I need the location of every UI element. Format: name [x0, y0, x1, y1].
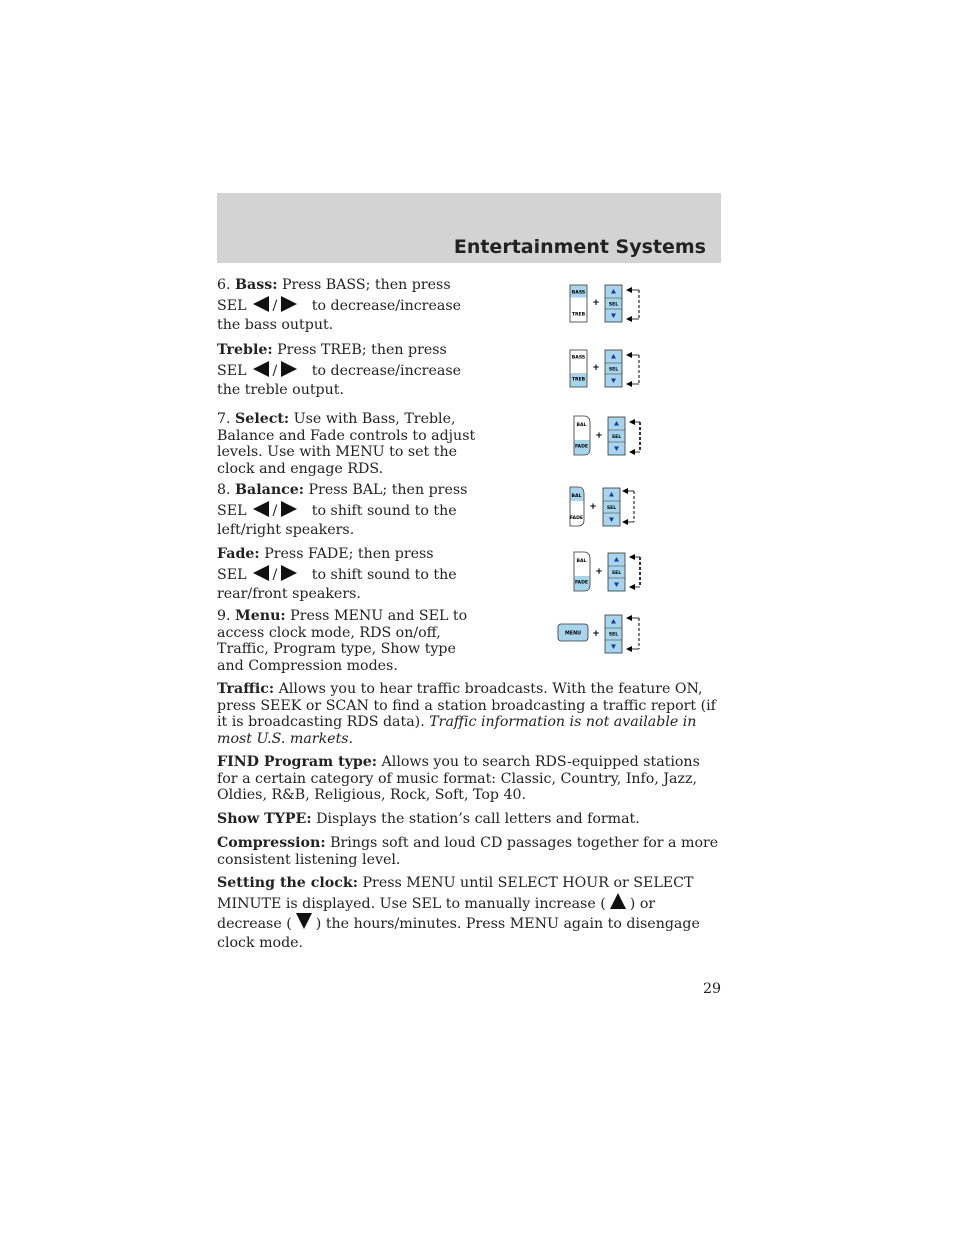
svg-text:SEL: SEL: [608, 632, 619, 638]
svg-text:+: +: [595, 567, 603, 577]
svg-text:+: +: [592, 363, 600, 373]
left-triangle-icon: [253, 501, 269, 517]
svg-text:MENU: MENU: [565, 631, 581, 637]
left-triangle-icon: [253, 565, 269, 581]
right-triangle-icon: [281, 361, 297, 377]
svg-text:TREB: TREB: [571, 312, 586, 318]
treble-paragraph: Treble: Press TREB; then press SEL / to decrease/increase the treble output.: [217, 342, 461, 398]
svg-text:+: +: [589, 502, 597, 512]
compression-paragraph: Compression: Brings soft and loud CD passages together for a more consistent listening level.: [217, 835, 719, 868]
svg-text:SEL: SEL: [608, 367, 619, 373]
fade-paragraph: Fade: Press FADE; then press SEL / to shift sound to the rear/front speakers.: [217, 546, 457, 602]
right-triangle-icon: [281, 501, 297, 517]
svg-text:TREB: TREB: [571, 377, 586, 383]
svg-text:BASS: BASS: [571, 290, 586, 296]
page-title: Entertainment Systems: [453, 236, 706, 258]
svg-text:+: +: [595, 431, 603, 441]
svg-text:BAL: BAL: [576, 423, 587, 428]
treble-button-diagram: [560, 347, 650, 391]
traffic-paragraph: Traffic: Allows you to hear traffic broadcasts. With the feature ON, press SEEK or SCAN to find a station broadcasting a traffic report (if it is broadcasting RDS data). Traffic information is not available in most U.S. markets.: [217, 681, 716, 747]
svg-text:FADE: FADE: [574, 444, 589, 450]
right-triangle-icon: [281, 296, 297, 312]
svg-text:+: +: [592, 298, 600, 308]
fade-button-diagram: [564, 549, 654, 595]
svg-text:SEL: SEL: [611, 435, 622, 440]
menu-paragraph: 9. Menu: Press MENU and SEL to access clock mode, RDS on/off, Traffic, Program type, Show type and Compression modes.: [217, 608, 468, 674]
header-band: [217, 193, 721, 263]
svg-text:+: +: [592, 629, 600, 639]
setting-clock-paragraph: Setting the clock: Press MENU until SELECT HOUR or SELECT MINUTE is displayed. Use SEL to manually increase ( ) or decrease ( ) the hours/minutes. Press MENU again to disengage clock mode.: [217, 875, 700, 951]
svg-text:BAL: BAL: [571, 494, 582, 499]
bass-button-diagram: [560, 282, 650, 326]
balance-paragraph: 8. Balance: Press BAL; then press SEL / to shift sound to the left/right speakers.: [217, 482, 468, 538]
svg-text:SEL: SEL: [606, 506, 617, 511]
show-type-paragraph: Show TYPE: Displays the station’s call letters and format.: [217, 811, 640, 827]
up-triangle-icon: [610, 893, 626, 909]
svg-text:SEL: SEL: [611, 571, 622, 576]
right-triangle-icon: [281, 565, 297, 581]
svg-text:SEL: SEL: [608, 302, 619, 308]
down-triangle-icon: [296, 913, 312, 929]
left-triangle-icon: [253, 361, 269, 377]
svg-text:BASS: BASS: [571, 355, 586, 361]
svg-text:FADE: FADE: [569, 516, 584, 521]
find-program-type-paragraph: FIND Program type: Allows you to search RDS-equipped stations for a certain category of music format: Classic, Country, Info, Jazz, Oldies, R&B, Religious, Rock, Soft, Top 40.: [217, 754, 700, 803]
bass-paragraph: 6. Bass: Press BASS; then press SEL / to decrease/increase the bass output.: [217, 277, 461, 333]
page-number: 29: [702, 981, 721, 997]
select-button-diagram: [564, 413, 654, 459]
select-paragraph: 7. Select: Use with Bass, Treble, Balance and Fade controls to adjust levels. Use with MENU to set the clock and engage RDS.: [217, 411, 476, 477]
balance-button-diagram: [560, 484, 650, 530]
svg-text:FADE: FADE: [574, 580, 589, 586]
menu-button-diagram: [550, 611, 650, 657]
svg-text:BAL: BAL: [576, 559, 587, 564]
left-triangle-icon: [253, 296, 269, 312]
